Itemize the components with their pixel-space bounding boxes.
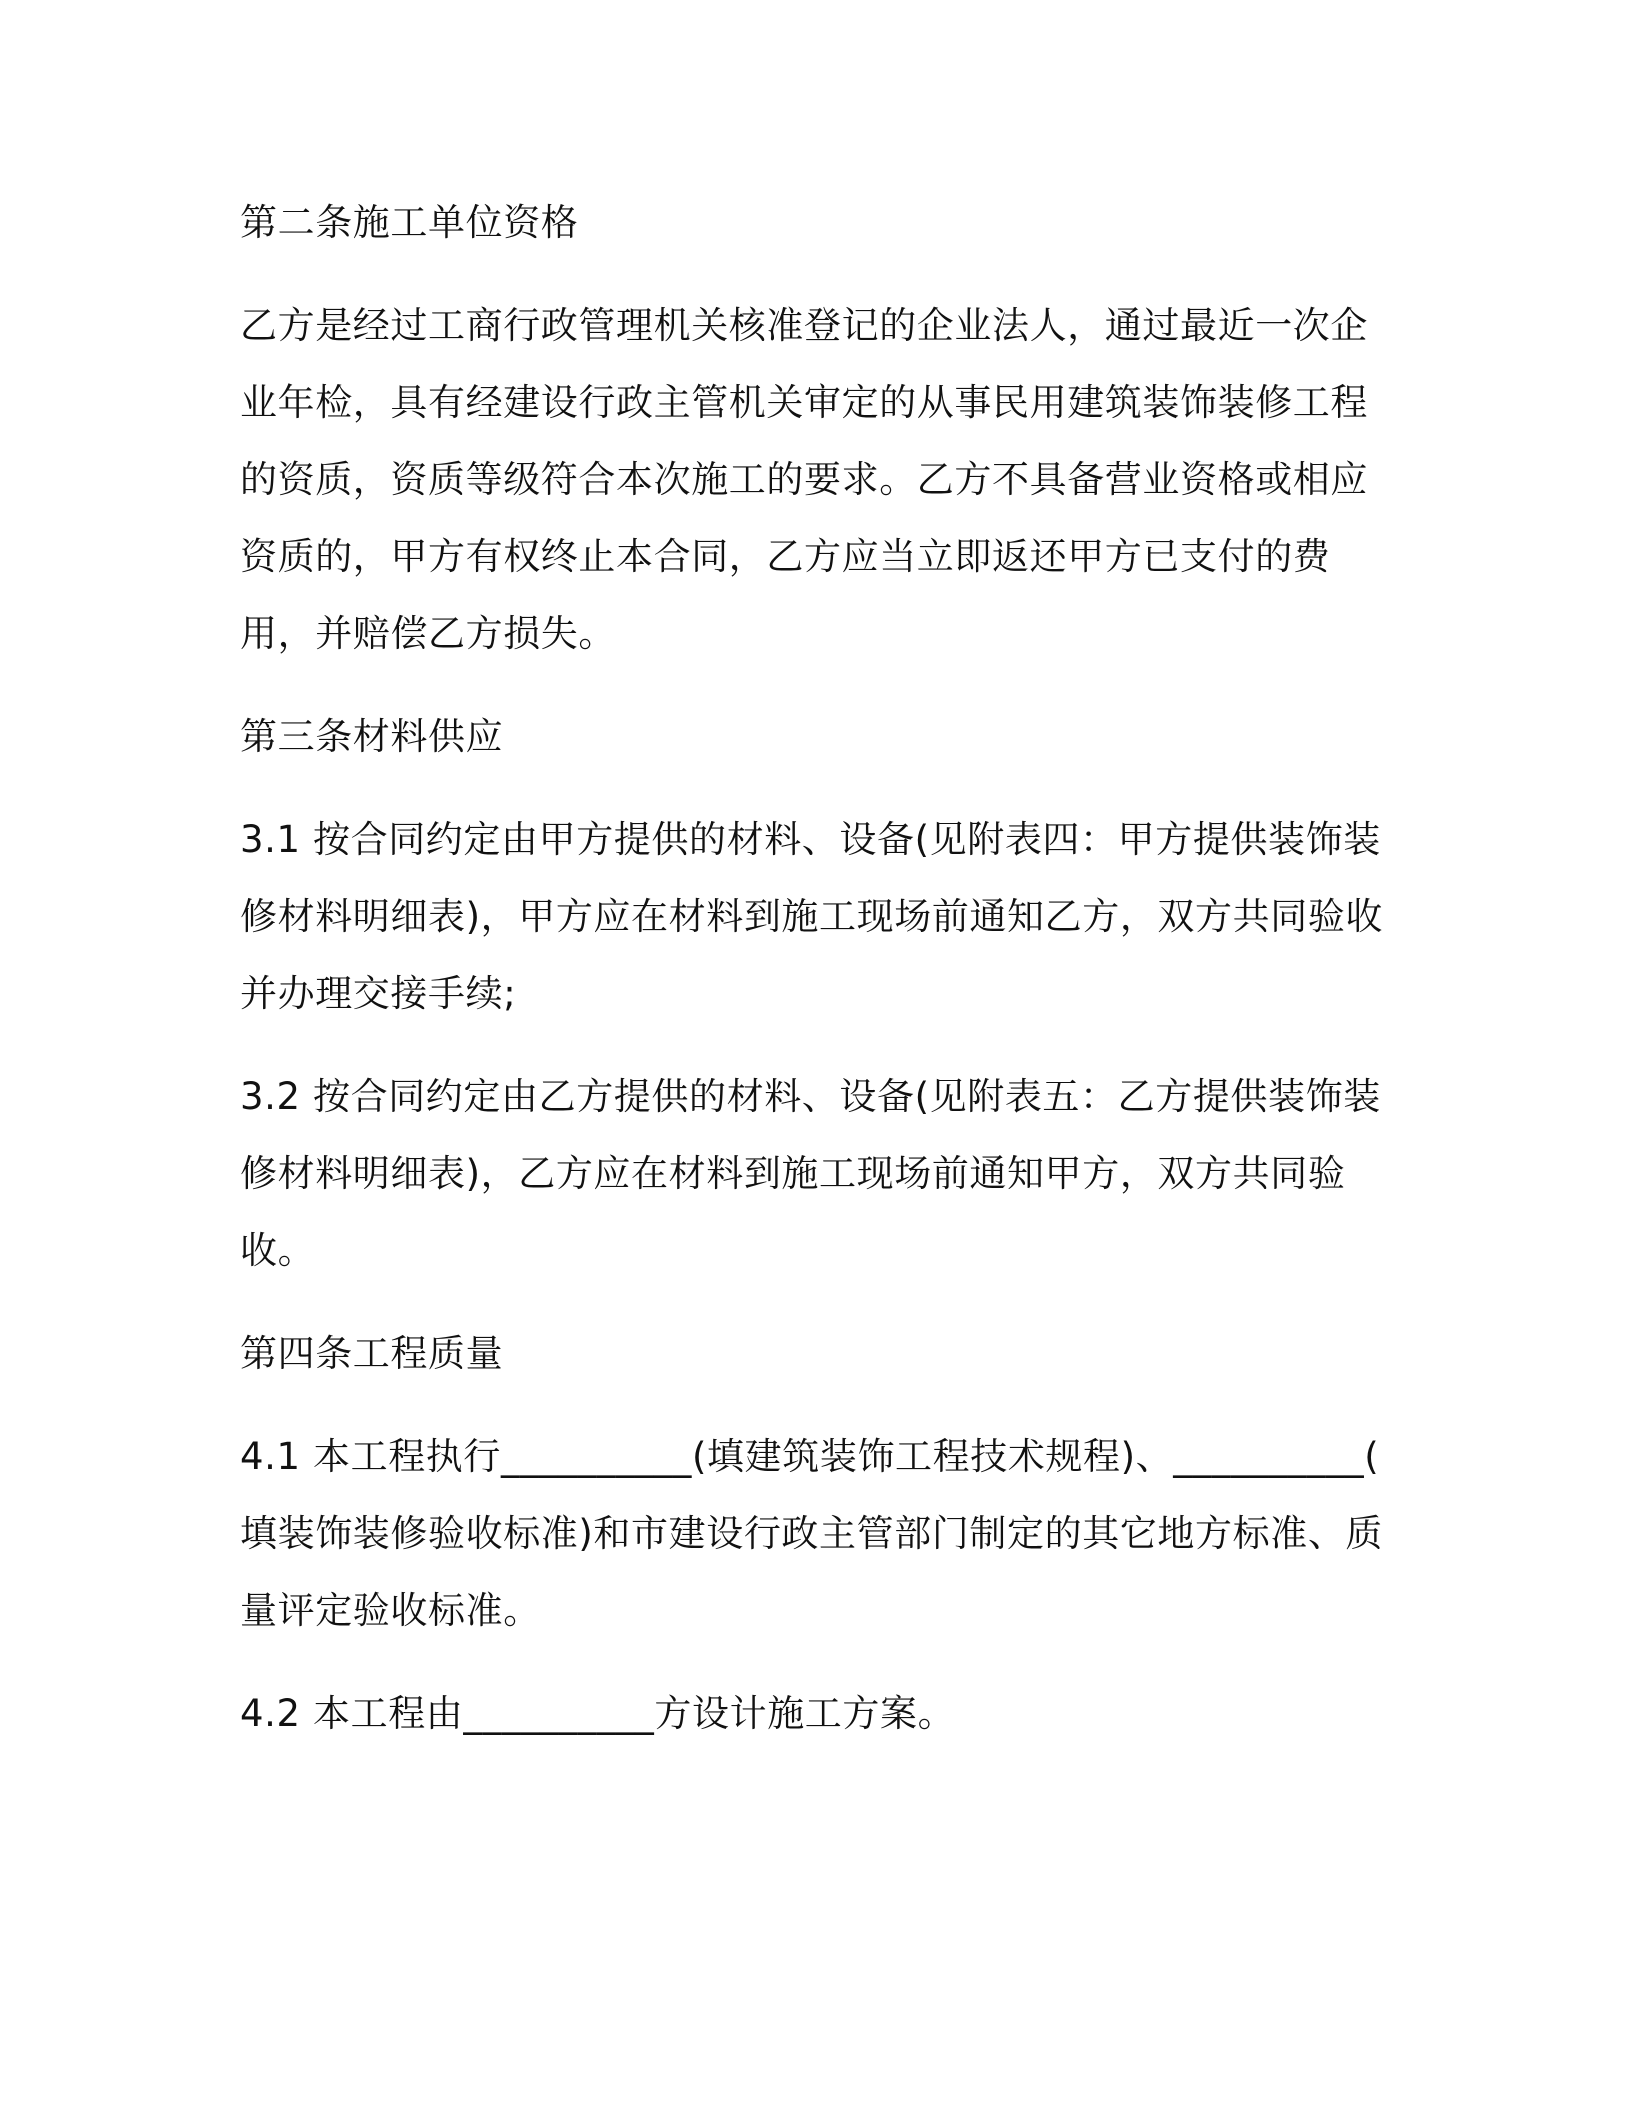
text-line: 资质的，甲方有权终止本合同，乙方应当立即返还甲方已支付的费 — [240, 535, 1331, 578]
section-heading-2 — [240, 184, 1390, 261]
text-line: 3.1 按合同约定由甲方提供的材料、设备(见附表四：甲方提供装饰装 — [240, 818, 1381, 861]
document-body — [240, 184, 1390, 1778]
text-line: 业年检，具有经建设行政主管机关审定的从事民用建筑装饰装修工程 — [240, 381, 1368, 424]
text-line: 并办理交接手续; — [240, 972, 517, 1015]
paragraph-4-1 — [240, 1418, 1390, 1649]
paragraph-4-2 — [240, 1675, 1390, 1752]
section-heading-3 — [240, 698, 1390, 775]
section-heading-text: 第二条施工单位资格 — [240, 201, 579, 244]
text-line: 修材料明细表)，甲方应在材料到施工现场前通知乙方，双方共同验收 — [240, 895, 1384, 938]
section-heading-text: 第三条材料供应 — [240, 715, 504, 758]
section-heading-text: 第四条工程质量 — [240, 1332, 504, 1375]
paragraph-qualification — [240, 287, 1390, 672]
text-line: 4.2 本工程由__________方设计施工方案。 — [240, 1692, 956, 1735]
text-line: 填装饰装修验收标准)和市建设行政主管部门制定的其它地方标准、质 — [240, 1512, 1384, 1555]
text-line: 的资质，资质等级符合本次施工的要求。乙方不具备营业资格或相应 — [240, 458, 1368, 501]
text-line: 乙方是经过工商行政管理机关核准登记的企业法人，通过最近一次企 — [240, 304, 1368, 347]
text-line: 量评定验收标准。 — [240, 1589, 541, 1632]
text-line: 4.1 本工程执行__________(填建筑装饰工程技术规程)、__________( — [240, 1435, 1380, 1478]
text-line: 收。 — [240, 1229, 316, 1272]
text-line: 3.2 按合同约定由乙方提供的材料、设备(见附表五：乙方提供装饰装 — [240, 1075, 1381, 1118]
text-line: 用，并赔偿乙方损失。 — [240, 612, 616, 655]
text-line: 修材料明细表)，乙方应在材料到施工现场前通知甲方，双方共同验 — [240, 1152, 1346, 1195]
paragraph-3-1 — [240, 801, 1390, 1032]
paragraph-3-2 — [240, 1058, 1390, 1289]
section-heading-4 — [240, 1315, 1390, 1392]
